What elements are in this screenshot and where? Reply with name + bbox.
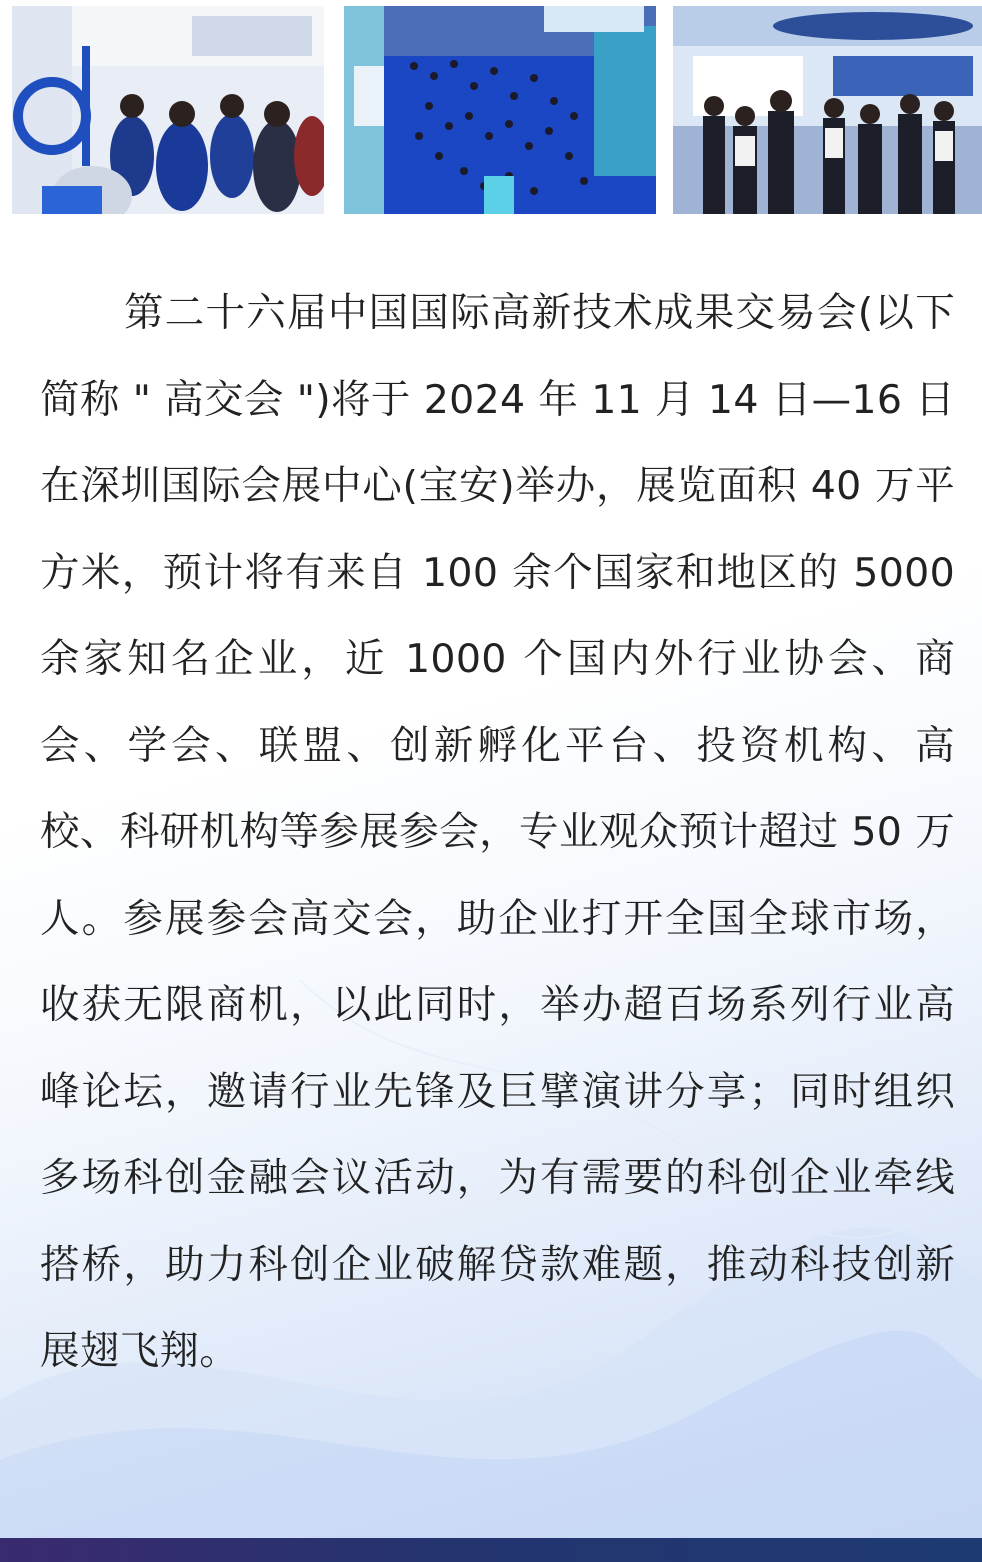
expo-visitors-photo [673,6,982,214]
article-body [40,270,955,1395]
bottom-bar [0,1538,982,1562]
article-paragraph: 第二十六届中国国际高新技术成果交易会(以下简称 " 高交会 ")将于 2024 年 11 月 14 日—16 日在深圳国际会展中心(宝安)举办，展览面积 40 万平方米，预计将有来自 100 余个国家和地区的 5000 余家知名企业，近 1000 个国内外行业协会、商会、学会、联盟、创新孵化平台、投资机构、高校、科研机构等参展参会，专业观众预计超过 50 万人。参展参会高交会，助企业打开全国全球市场，收获无限商机，以此同时，举办超百场系列行业高峰论坛，邀请行业先锋及巨擘演讲分享；同时组织多场科创金融会议活动，为有需要的科创企业牵线搭桥，助力科创企业破解贷款难题，推动科技创新展翅飞翔。 [40,290,955,1374]
photo-strip [12,6,980,216]
expo-hall-aerial-photo [344,6,656,214]
expo-booth-crowd-photo [12,6,324,214]
